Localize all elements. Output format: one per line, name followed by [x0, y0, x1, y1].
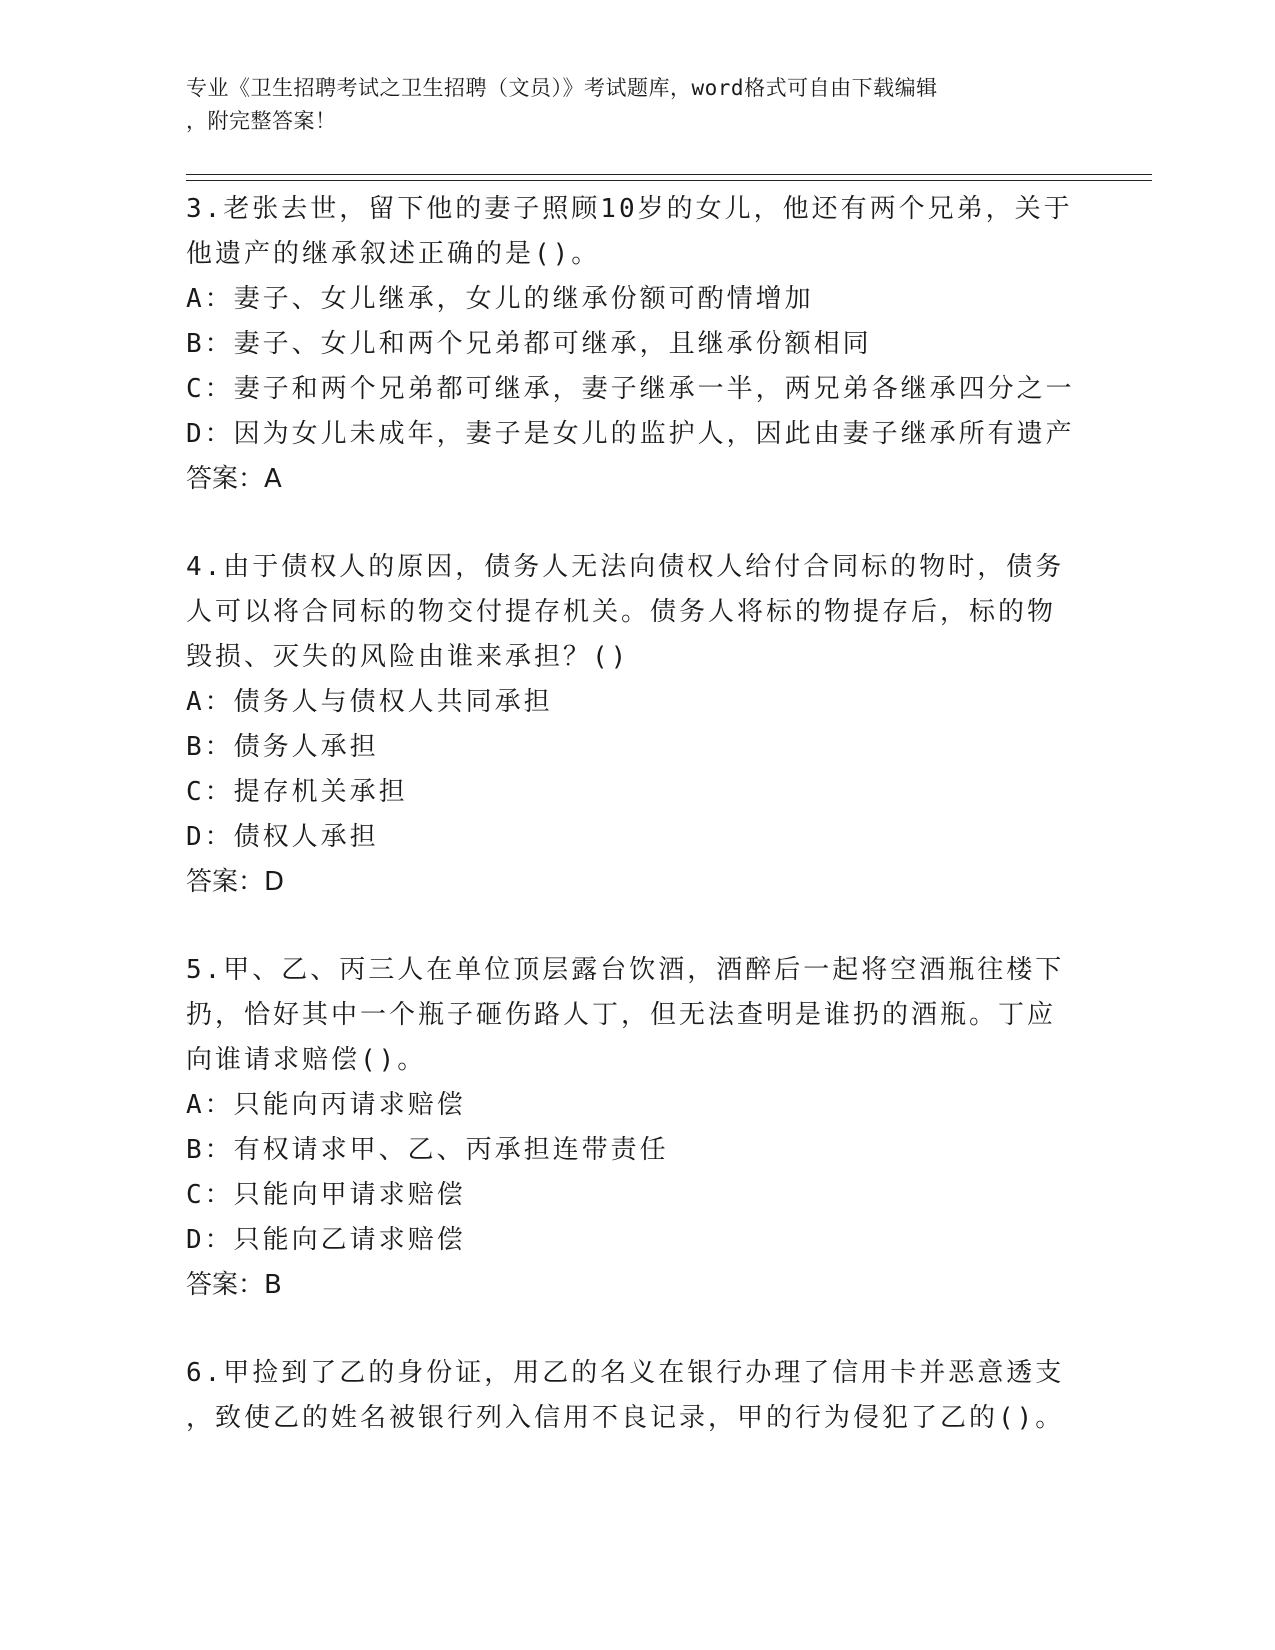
question-text-line: 扔，恰好其中一个瓶子砸伤路人丁，但无法查明是谁扔的酒瓶。丁应 — [186, 1000, 1057, 1030]
question-text-line: 他遗产的继承叙述正确的是()。 — [186, 239, 601, 269]
option-a: A：债务人与债权人共同承担 — [186, 687, 553, 717]
question-text-line: 5.甲、乙、丙三人在单位顶层露台饮酒，酒醉后一起将空酒瓶往楼下 — [186, 955, 1065, 985]
option-d: D：只能向乙请求赔偿 — [186, 1225, 466, 1255]
option-c: C：妻子和两个兄弟都可继承，妻子继承一半，两兄弟各继承四分之一 — [186, 374, 1075, 404]
option-b: B：妻子、女儿和两个兄弟都可继承，且继承份额相同 — [186, 329, 872, 359]
option-b: B：债务人承担 — [186, 732, 379, 762]
question-text-line: 毁损、灭失的风险由谁来承担？() — [186, 642, 630, 672]
question-text-line: 人可以将合同标的物交付提存机关。债务人将标的物提存后，标的物 — [186, 597, 1057, 627]
answer-label: 答案：D — [186, 867, 285, 897]
option-c: C：只能向甲请求赔偿 — [186, 1180, 466, 1210]
question-4 — [186, 545, 1086, 905]
page-header — [186, 72, 1066, 138]
question-text-line: 3.老张去世，留下他的妻子照顾10岁的女儿，他还有两个兄弟，关于 — [186, 194, 1073, 224]
question-6 — [186, 1351, 1086, 1441]
option-d: D：债权人承担 — [186, 822, 379, 852]
option-b: B：有权请求甲、乙、丙承担连带责任 — [186, 1135, 669, 1165]
answer-label: 答案：A — [186, 464, 282, 494]
answer-label: 答案：B — [186, 1270, 282, 1300]
question-text-line: ，致使乙的姓名被银行列入信用不良记录，甲的行为侵犯了乙的()。 — [186, 1403, 1065, 1433]
option-a: A：只能向丙请求赔偿 — [186, 1090, 466, 1120]
option-d: D：因为女儿未成年，妻子是女儿的监护人，因此由妻子继承所有遗产 — [186, 419, 1075, 449]
option-c: C：提存机关承担 — [186, 777, 408, 807]
question-text-line: 向谁请求赔偿()。 — [186, 1045, 427, 1075]
question-3 — [186, 187, 1086, 502]
question-text-line: 4.由于债权人的原因，债务人无法向债权人给付合同标的物时，债务 — [186, 552, 1065, 582]
question-list — [186, 187, 1086, 1484]
header-line-2: ，附完整答案！ — [186, 109, 337, 133]
question-5 — [186, 948, 1086, 1308]
question-text-line: 6.甲捡到了乙的身份证，用乙的名义在银行办理了信用卡并恶意透支 — [186, 1358, 1065, 1388]
header-divider — [186, 174, 1152, 181]
header-line-1: 专业《卫生招聘考试之卫生招聘（文员）》考试题库，word格式可自由下载编辑 — [186, 76, 938, 100]
option-a: A：妻子、女儿继承，女儿的继承份额可酌情增加 — [186, 284, 814, 314]
